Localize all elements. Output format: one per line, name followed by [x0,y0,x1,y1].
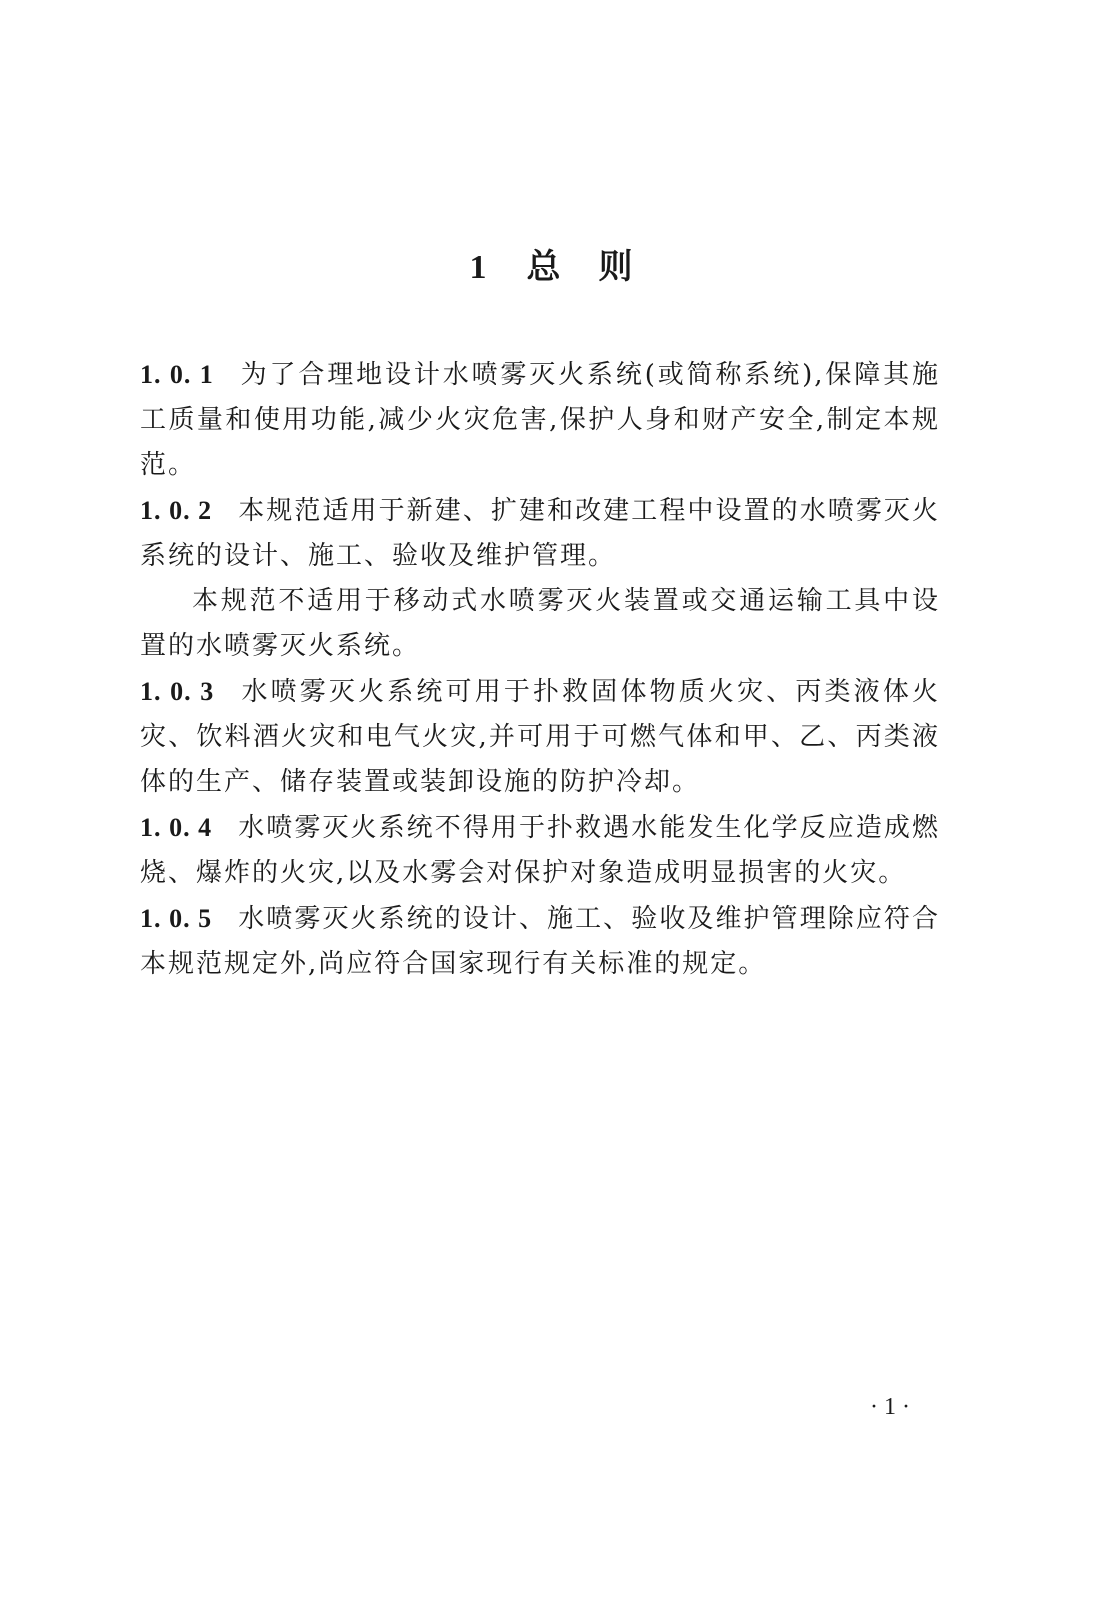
clause-number: 1. 0. 3 [140,677,215,706]
chapter-title-char-2: 则 [598,246,633,287]
chapter-title-char-1: 总 [526,246,561,287]
clause-1-0-4 [140,805,940,896]
clause-1-0-3 [140,669,940,805]
clause-number: 1. 0. 2 [140,496,213,525]
clause-text: 水喷雾灭火系统的设计、施工、验收及维护管理除应符合本规范规定外,尚应符合国家现行有关标准的规定。 [140,904,940,979]
clause-1-0-5 [140,896,940,987]
clause-text: 本规范适用于新建、扩建和改建工程中设置的水喷雾灭火系统的设计、施工、验收及维护管理。 [140,496,940,571]
clause-1-0-1 [140,352,940,488]
clause-1-0-2-continuation: 本规范不适用于移动式水喷雾灭火装置或交通运输工具中设置的水喷雾灭火系统。 [140,586,940,661]
clause-1-0-2 [140,488,940,579]
clause-text: 水喷雾灭火系统不得用于扑救遇水能发生化学反应造成燃烧、爆炸的火灾,以及水雾会对保护对象造成明显损害的火灾。 [140,813,940,888]
chapter-title [0,239,1102,295]
chapter-body [140,352,940,987]
chapter-number: 1 [469,248,487,286]
clause-number: 1. 0. 1 [140,360,214,389]
clause-number: 1. 0. 5 [140,904,213,933]
page-number: · 1 · [870,1394,910,1420]
clause-text: 水喷雾灭火系统可用于扑救固体物质火灾、丙类液体火灾、饮料酒火灾和电气火灾,并可用于可燃气体和甲、乙、丙类液体的生产、储存装置或装卸设施的防护冷却。 [140,677,940,797]
clause-text: 为了合理地设计水喷雾灭火系统(或简称系统),保障其施工质量和使用功能,减少火灾危害,保护人身和财产安全,制定本规范。 [140,360,941,480]
clause-number: 1. 0. 4 [140,813,213,842]
